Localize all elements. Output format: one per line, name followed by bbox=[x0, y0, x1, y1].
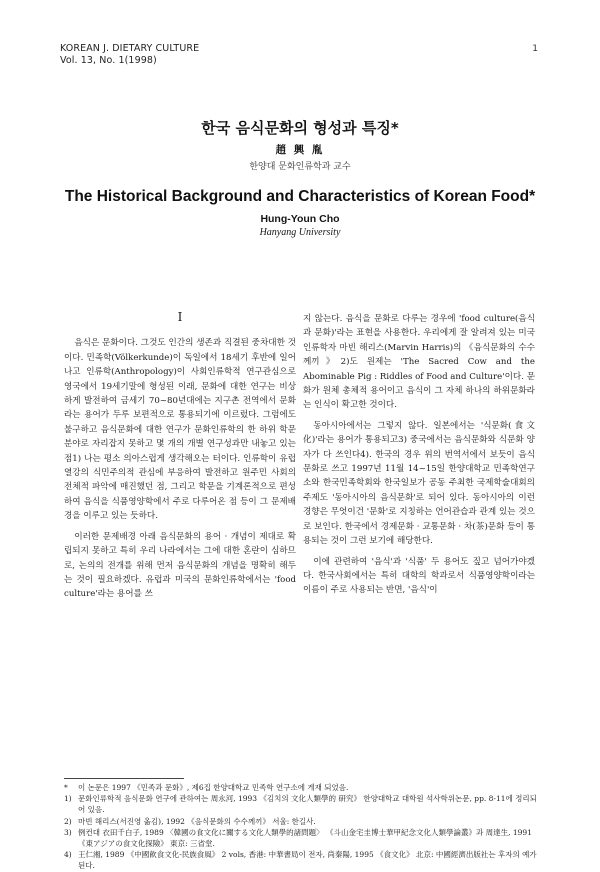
body-paragraph: 동아시아에서는 그렇지 않다. 일본에서는 '식문화(食文化)'라는 용어가 통용되고3) 중국에서는 음식문화와 식문화 양자가 다 쓰인다4). 한국의 경우 위의 번역서에서 보듯이 음식문화로 쓰고 1997년 11월 14~15일 한양대학교 민족학연구소와 한국민족학회와 한국일보가 공동 주최한 국제학술대회의 주제도 '동아시아의 음식문화'로 되어 있다. 동아시아의 이런 경향은 무엇이건 '문화'로 지칭하는 언어관습과 관계 있는 것으로 보인다. 한국에서 경제문화 · 교통문화 · 차(茶)문화 등이 통용되는 것이 그런 보기에 해당한다. bbox=[303, 420, 535, 547]
korean-affiliation: 한양대 문화인류학과 교수 bbox=[249, 162, 351, 172]
section-heading: I bbox=[177, 310, 183, 324]
footnote bbox=[64, 793, 538, 815]
english-author: Hung-Youn Cho bbox=[260, 213, 340, 225]
body-paragraph: 이러한 문제배경 아래 음식문화의 용어 · 개념이 제대로 확립되지 못하고 특히 우리 나라에서는 그에 대한 혼란이 심하므로, 논의의 전개를 위해 먼저 음식문화의 개념을 명확히 해두는 것이 필요하겠다. 유럽과 미국의 문화인류학에서는 'food culture'라는 용어를 쓰 bbox=[64, 531, 296, 600]
footnote-text: 例컨대 衣田千白子, 1989 〈韓國の食文化に關する文化人類學的諸問題〉 《斗山金宅圭博士華甲紀念文化人類學論叢》과 周達生, 1991 《東アジアの食文化探險》 東京: 三省堂. bbox=[78, 827, 532, 849]
footnote-text: 문화인류학적 음식문화 연구에 관하여는 周永河, 1993 《김치의 文化人類學的 研究》 한양대학교 대학원 석사학위논문, pp. 8-11에 정리되어 있음. bbox=[78, 794, 537, 815]
korean-title: 한국 음식문화의 형성과 특징* bbox=[201, 119, 399, 137]
english-title: The Historical Background and Characteristics of Korean Food* bbox=[64, 188, 536, 205]
footnote-text: 王仁湘, 1989 《中國飮食文化-民族食風》 2 vols, 香港: 中華書局이 전자, 尚秦陽, 1995 《食文化》 北京: 中國經濟出版社는 후자의 예가 된다. bbox=[78, 850, 537, 871]
page-number: 1 bbox=[532, 44, 538, 54]
journal-header bbox=[60, 43, 199, 67]
footnote bbox=[64, 849, 538, 871]
footnote-mark: 3) bbox=[64, 827, 72, 837]
footnote-mark: 1) bbox=[64, 794, 72, 804]
footnote bbox=[64, 782, 538, 793]
right-column bbox=[303, 312, 535, 598]
footnote-divider bbox=[64, 778, 184, 779]
footnote bbox=[64, 816, 538, 827]
footnote-text: 마빈 해리스(서진영 옮김), 1992 《음식문화의 수수께끼》 서울: 한길사. bbox=[78, 816, 316, 826]
footnotes bbox=[64, 782, 538, 872]
body-paragraph: 이에 관련하여 '음식'과 '식품' 두 용어도 짚고 넘어가야겠다. 한국사회에서는 특히 대학의 학과로서 식품영양학이라는 이름이 주로 사용되는 반면, '음식'이 bbox=[303, 556, 535, 596]
journal-name: KOREAN J. DIETARY CULTURE bbox=[60, 43, 200, 54]
body-paragraph: 음식은 문화이다. 그것도 인간의 생존과 직결된 중차대한 것이다. 민족학(Völkerkunde)이 독일에서 18세기 후반에 일어나고 인류학(Anthropology)이 사회인류학적 연구관심으로 영국에서 19세기말에 형성된 이래, 문화에 대한 연구는 비상하게 발전하여 금세기 70~80년대에는 지구촌 전역에서 문화라는 용어가 두루 보편적으로 통용되기에 이르렀다. 그럼에도 불구하고 음식문화에 대한 연구가 문화인류학의 한 하위 학문분야로 자리잡지 못하고 몇 개의 개별 연구성과만 내놓고 있는 점1) 나는 평소 의아스럽게 생각해오는 터이다. 인류학이 유럽 열강의 식민주의적 관심에 부응하여 발전하고 원주민 사회의 전체적 파악에 매진했던 점, 그리고 학문을 기계론적으로 편성하여 음식을 식품영양학에서 주로 다루어온 점 등이 그 문제배경을 이루고 있는 듯하다. bbox=[64, 338, 296, 522]
footnote-text: 이 논문은 1997 《민족과 문화》, 제6집 한양대학교 민족학 연구소에 게재 되었음. bbox=[78, 783, 349, 792]
footnote bbox=[64, 827, 538, 849]
body-paragraph: 지 않는다. 음식을 문화로 다루는 경우에 'food culture(음식과 문화)'라는 표현을 사용한다. 우리에게 잘 알려져 있는 미국 인류학자 마빈 해리스(Marvin Harris)의 《음식문화의 수수께끼》2)도 원제는 'The Sacred Cow and the Abominable Pig : Riddles of Food and Culture'이다. 문화가 원체 총체적 용어이고 음식이 그 자체 하나의 하위문화라는 인식이 확고한 것이다. bbox=[303, 314, 535, 411]
footnote-mark: 4) bbox=[64, 850, 72, 860]
footnote-mark: * bbox=[64, 783, 68, 792]
korean-author: 趙 興 胤 bbox=[275, 144, 325, 156]
left-column bbox=[64, 310, 296, 602]
english-affiliation: Hanyang University bbox=[259, 227, 341, 238]
journal-volume: Vol. 13, No. 1(1998) bbox=[60, 55, 157, 66]
footnote-mark: 2) bbox=[64, 816, 72, 826]
